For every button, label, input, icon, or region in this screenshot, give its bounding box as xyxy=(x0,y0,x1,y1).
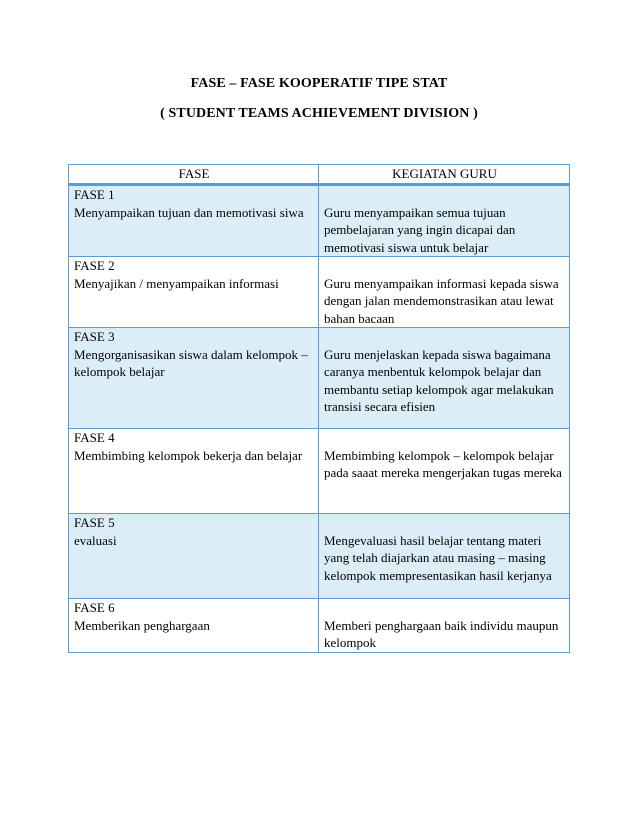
phase-label: FASE 2 xyxy=(74,258,115,273)
phase-cell xyxy=(69,514,319,599)
header-kegiatan-guru: KEGIATAN GURU xyxy=(319,165,570,185)
table-row xyxy=(69,514,570,599)
phase-name: Membimbing kelompok bekerja dan belajar xyxy=(74,447,303,463)
table-row xyxy=(69,429,570,514)
activity-cell xyxy=(319,257,570,328)
phase-label: FASE 3 xyxy=(74,329,115,344)
table-row xyxy=(69,257,570,328)
activity-cell xyxy=(319,599,570,653)
activity-cell xyxy=(319,429,570,514)
phase-label: FASE 5 xyxy=(74,515,115,530)
phase-name: Mengorganisasikan siswa dalam kelompok – kelompok belajar xyxy=(74,346,308,379)
activity-text: Mengevaluasi hasil belajar tentang materi yang telah diajarkan atau masing – masing kelompok mempresentasikan hasil kerjanya xyxy=(324,532,552,583)
phase-label: FASE 6 xyxy=(74,600,115,615)
table-row xyxy=(69,599,570,653)
activity-text: Memberi penghargaan baik individu maupun kelompok xyxy=(324,617,559,650)
activity-cell xyxy=(319,185,570,257)
phase-name: evaluasi xyxy=(74,532,117,548)
phase-label: FASE 4 xyxy=(74,430,115,445)
phase-cell xyxy=(69,429,319,514)
phase-label: FASE 1 xyxy=(74,187,115,202)
table-header-row xyxy=(69,165,570,185)
activity-text: Guru menyampaikan informasi kepada siswa dengan jalan mendemonstrasikan atau lewat bahan bacaan xyxy=(324,275,559,326)
activity-text: Guru menjelaskan kepada siswa bagaimana caranya menbentuk kelompok belajar dan membantu setiap kelompok agar melakukan transisi secara efisien xyxy=(324,346,554,414)
phase-table xyxy=(68,164,570,653)
document-title: FASE – FASE KOOPERATIF TIPE STAT xyxy=(190,76,448,91)
activity-text: Guru menyampaikan semua tujuan pembelajaran yang ingin dicapai dan memotivasi siswa untuk belajar xyxy=(324,204,516,255)
phase-cell xyxy=(69,328,319,429)
document-subtitle: ( STUDENT TEAMS ACHIEVEMENT DIVISION ) xyxy=(160,106,478,121)
phase-name: Memberikan penghargaan xyxy=(74,617,210,633)
phase-cell xyxy=(69,185,319,257)
activity-cell xyxy=(319,514,570,599)
phase-name: Menyampaikan tujuan dan memotivasi siwa xyxy=(74,204,304,220)
header-fase: FASE xyxy=(69,165,319,185)
activity-cell xyxy=(319,328,570,429)
phase-cell xyxy=(69,599,319,653)
phase-name: Menyajikan / menyampaikan informasi xyxy=(74,275,279,291)
table-row xyxy=(69,185,570,257)
activity-text: Membimbing kelompok – kelompok belajar pada saaat mereka mengerjakan tugas mereka xyxy=(324,447,562,480)
phase-cell xyxy=(69,257,319,328)
table-row xyxy=(69,328,570,429)
